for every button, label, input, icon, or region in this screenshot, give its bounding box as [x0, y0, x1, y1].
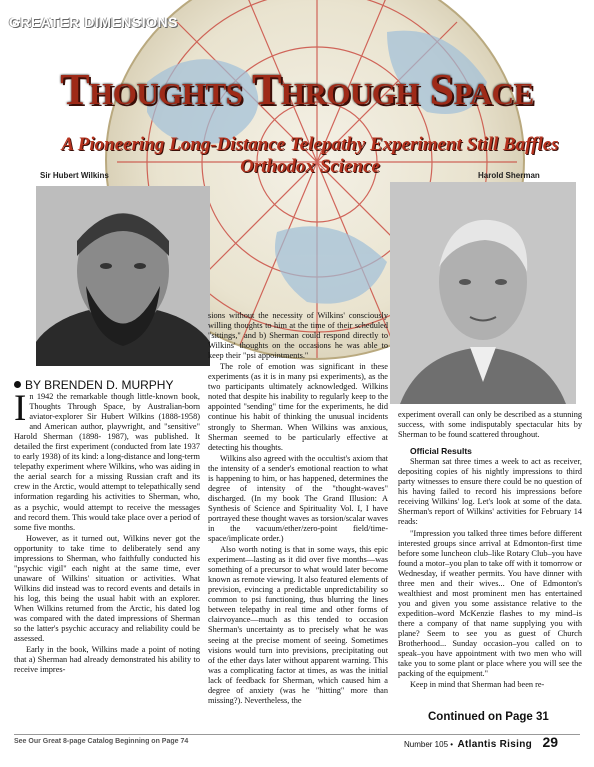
- paragraph: "Impression you talked three times before different interested groups since arrival at Edmonton-first time before some luncheon club–like Rotary Club–you have found a motor–you plan to take off with it tomorrow or Wednesday, if weather permits. You have dinner with three men and their wives... One of Edmonton's wealthiest and most prominent men has entertained you and given you some assistance relative to the expedition–word McKenzie flashes to my mind–is there a company of that name supplying you with plane? Seem to see you as guest of Church Brotherhood... Sunday occasion–you called on to speak–you have appointment with two men who will take you to some plant or place where you will see the packing of the equipment.": [398, 528, 582, 679]
- subheading: Official Results: [410, 446, 472, 457]
- paragraph: Keep in mind that Sherman had been re-: [410, 680, 545, 690]
- footer-catalog-note: See Our Great 8-page Catalog Beginning on Page 74: [14, 738, 189, 745]
- continued-notice: Continued on Page 31: [428, 711, 549, 723]
- byline-text: BY BRENDEN D. MURPHY: [25, 378, 174, 392]
- drop-cap: I: [14, 388, 27, 429]
- photo-caption-wilkins: Sir Hubert Wilkins: [40, 171, 109, 180]
- issue-number: Number 105 •: [404, 740, 454, 749]
- paragraph: Wilkins also agreed with the occultist's axiom that the intensity of a sender's emotional reaction to what is happening to him, or has happened, determines the degree of intensity of the "thought-waves" discharged. (In my book The Grand Illusion: A Synthesis of Science and Spirituality Vol. I, I have portrayed these thought waves as torsion/scalar waves in the vacuum/ether/zero-point field/time-space/implicate order.): [208, 453, 388, 544]
- paragraph: Sherman sat three times a week to act as receiver, depositing copies of his nightly impressions to third party witnesses to ensure there could be no question of his having failed to record his impressions before receiving Wilkins' log. Let's look at some of the data. Sherman's report of Wilkins' activities for February 14 reads:: [398, 457, 582, 527]
- photo-sherman: [390, 182, 576, 404]
- paragraph-text: n 1942 the remarkable though little-known book, Thoughts Through Space, by Australian-born aviator-explorer Sir Hubert Wilkins (1888-1958) and American author, playwright, and "sensitive" Harold Sherman (1898- 1987), was published. It detailed the first experiment (conducted from late 1937 to early 1938) of its kind: a long-distance and long-term telepathy experiment where Wilkins, who was aiding in the aerial search for a missing Russian craft and its crew in the Arctic, would attempt to telepathically send information regarding his activities to Sherman, who, as a psychic, would attempt to receive the messages and record them. This would take place over a period of some five months.: [14, 392, 200, 532]
- page-number: 29: [542, 734, 559, 750]
- article-subtitle: A Pioneering Long-Distance Telepathy Experiment Still Baffles Orthodox Science: [61, 134, 559, 177]
- paragraph: However, as it turned out, Wilkins never got the opportunity to take time to deliberately send any impressions to Sherman, who faithfully conducted his "psychic vigil" each night at the same time, ever unaware of Wilkins' situation or activities. What Wilkins did instead was to record events and details in his log, this being the usual habit with an explorer. When Wilkins returned from the Arctic, his dated log was compared with the dated impressions of Sherman so the latter's psychic accuracy and reliability could be assessed.: [14, 533, 200, 644]
- article-title: Thoughts Through Space: [60, 65, 534, 114]
- paragraph: The role of emotion was significant in these experiments (as it is in many psi experiments), as the two participants ultimately acknowledged. Wilkins noted that despite his inability to regularly keep to the appointed "sending" time for the experiments, he did continue his habit of thinking the unusual incidents strongly to Sherman. When Wilkins was anxious, Sherman seemed to be particularly effective at detecting his thoughts.: [208, 362, 388, 452]
- paragraph: Also worth noting is that in some ways, this epic experiment—lasting as it did over five months—was something of a precursor to what would later become known as remote viewing. It also featured elements of prevision, evincing a predictable unpredictability so common to psi functioning, thus blurring the lines between telepathy in real time and other forms of clairvoyance—much as this tended to occasion Sherman's uncertainty as to precisely what he was seeing at the precise moment of seeing. Sometimes visions would turn into previsions, precipitating out of the ether days later without apparent warning. This was a complicating factor at times, as was the initial lack of feedback for Sherman, which caused him a degree of anxiety (was he "hitting" more than missing?). Nevertheless, the: [208, 545, 388, 705]
- photo-wilkins: [36, 186, 210, 366]
- column-3: [398, 410, 582, 691]
- byline: [14, 378, 173, 392]
- paragraph: [14, 388, 200, 533]
- paragraph: sions without the necessity of Wilkins' consciously willing thoughts to him at the time of their scheduled "sittings," and b) Sherman could respond directly to Wilkins' thoughts on the occasions he was able to keep their "psi appointments.": [208, 311, 388, 361]
- magazine-name: Atlantis Rising: [457, 739, 533, 750]
- paragraph: experiment overall can only be described as a stunning success, with some indisputably spectacular hits by Sherman to be found scattered throughout.: [398, 410, 582, 440]
- footer-folio: [404, 734, 558, 752]
- portrait-sherman-image: [390, 182, 576, 404]
- bullet-icon: [14, 381, 21, 388]
- section-tag: GREATER DIMENSIONS: [9, 14, 178, 30]
- portrait-wilkins-image: [36, 186, 210, 366]
- paragraph: Early in the book, Wilkins made a point of noting that a) Sherman had already demonstrated his ability to receive impres-: [14, 645, 200, 675]
- column-2: [208, 311, 388, 707]
- photo-caption-sherman: Harold Sherman: [478, 171, 540, 180]
- column-1: [14, 388, 200, 676]
